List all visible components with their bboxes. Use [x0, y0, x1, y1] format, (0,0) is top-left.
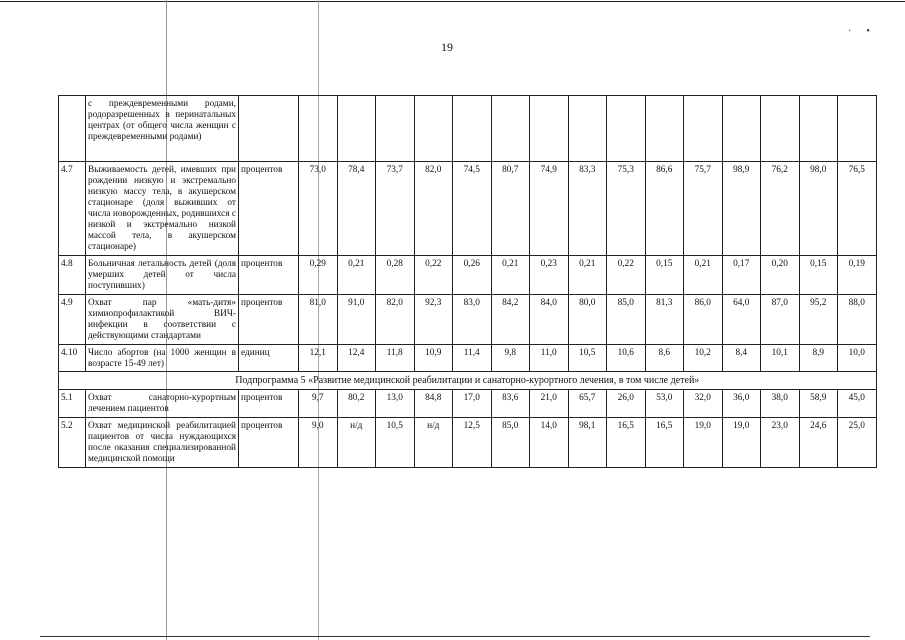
indicator-value: 73,7 — [376, 162, 415, 256]
indicator-name: Охват медицинской реабилитацией пациентов от числа нуждающихся после оказания специализированной медицинской помощи — [86, 418, 239, 468]
indicator-value: 98,1 — [568, 418, 607, 468]
table-row — [59, 344, 877, 372]
indicator-value: н/д — [337, 418, 376, 468]
indicator-value: 81,0 — [299, 294, 338, 344]
indicator-number: 5.1 — [59, 390, 86, 418]
indicator-table — [58, 95, 877, 468]
indicator-value: 0,15 — [799, 255, 838, 294]
indicator-value: 0,17 — [722, 255, 761, 294]
scan-line-top — [0, 1, 905, 2]
indicator-value: 84,2 — [491, 294, 530, 344]
indicator-value: 10,1 — [761, 344, 800, 372]
indicator-value: 26,0 — [607, 390, 646, 418]
indicator-number: 4.8 — [59, 255, 86, 294]
indicator-value — [299, 96, 338, 162]
indicator-unit: процентов — [239, 294, 299, 344]
indicator-value: 0,21 — [684, 255, 723, 294]
table-row — [59, 255, 877, 294]
indicator-number: 4.9 — [59, 294, 86, 344]
indicator-value: 19,0 — [684, 418, 723, 468]
indicator-value: 11,4 — [453, 344, 492, 372]
indicator-value: 24,6 — [799, 418, 838, 468]
indicator-value: 65,7 — [568, 390, 607, 418]
indicator-value — [530, 96, 569, 162]
indicator-value: 10,0 — [838, 344, 877, 372]
indicator-value: 85,0 — [491, 418, 530, 468]
indicator-value: 10,5 — [376, 418, 415, 468]
indicator-value: 0,19 — [838, 255, 877, 294]
indicator-value: 38,0 — [761, 390, 800, 418]
subprogram-title: Подпрограмма 5 «Развитие медицинской реабилитации и санаторно-курортного лечения, в том числе детей» — [59, 372, 877, 390]
indicator-value: 95,2 — [799, 294, 838, 344]
indicator-value: 10,2 — [684, 344, 723, 372]
indicator-value: 91,0 — [337, 294, 376, 344]
indicator-value: 74,5 — [453, 162, 492, 256]
indicator-value: 8,4 — [722, 344, 761, 372]
indicator-name: Выживаемость детей, имевших при рождении низкую и экстремально низкую массу тела, в акушерском стационаре (доля выживших от числа новорожденных, родившихся с низкой и экстремально низкой массой тела, в акушерском стационаре) — [86, 162, 239, 256]
indicator-value: 64,0 — [722, 294, 761, 344]
indicator-value: 10,9 — [414, 344, 453, 372]
indicator-unit: процентов — [239, 418, 299, 468]
indicator-value — [414, 96, 453, 162]
indicator-value: 73,0 — [299, 162, 338, 256]
indicator-value: 10,6 — [607, 344, 646, 372]
indicator-value: 98,0 — [799, 162, 838, 256]
indicator-name: с преждевременными родами, родоразрешенных в перинатальных центрах (от общего числа женщин с преждевременными родами) — [86, 96, 239, 162]
indicator-name: Охват пар «мать-дитя» химиопрофилактикой ВИЧ-инфекции в соответствии с действующими стандартами — [86, 294, 239, 344]
indicator-value: 9,8 — [491, 344, 530, 372]
indicator-value: 36,0 — [722, 390, 761, 418]
indicator-value: 14,0 — [530, 418, 569, 468]
indicator-value: 78,4 — [337, 162, 376, 256]
indicator-value — [761, 96, 800, 162]
subprogram-row — [59, 372, 877, 390]
indicator-name: Охват санаторно-курортным лечением пациентов — [86, 390, 239, 418]
indicator-value: 81,3 — [645, 294, 684, 344]
indicator-value — [684, 96, 723, 162]
indicator-value: 19,0 — [722, 418, 761, 468]
indicator-value: 23,0 — [761, 418, 800, 468]
indicator-number — [59, 96, 86, 162]
indicator-value: 0,22 — [414, 255, 453, 294]
indicator-value: 8,9 — [799, 344, 838, 372]
indicator-unit: процентов — [239, 255, 299, 294]
indicator-value: 0,20 — [761, 255, 800, 294]
page-number: 19 — [441, 40, 453, 54]
indicator-unit: единиц — [239, 344, 299, 372]
indicator-unit: процентов — [239, 390, 299, 418]
table-row — [59, 390, 877, 418]
indicator-value: 85,0 — [607, 294, 646, 344]
indicator-value: 12,1 — [299, 344, 338, 372]
indicator-value — [568, 96, 607, 162]
indicator-value: 17,0 — [453, 390, 492, 418]
indicator-value: 12,4 — [337, 344, 376, 372]
indicator-value: 12,5 — [453, 418, 492, 468]
indicator-value: 16,5 — [645, 418, 684, 468]
indicator-value: 0,23 — [530, 255, 569, 294]
indicator-value: 0,29 — [299, 255, 338, 294]
table-row — [59, 418, 877, 468]
indicator-number: 4.7 — [59, 162, 86, 256]
indicator-value: 88,0 — [838, 294, 877, 344]
indicator-unit — [239, 96, 299, 162]
indicator-value: 16,5 — [607, 418, 646, 468]
indicator-value — [645, 96, 684, 162]
indicator-value — [453, 96, 492, 162]
indicator-value: 83,0 — [453, 294, 492, 344]
indicator-value: 45,0 — [838, 390, 877, 418]
indicator-value: 80,7 — [491, 162, 530, 256]
indicator-value: 84,8 — [414, 390, 453, 418]
indicator-value — [607, 96, 646, 162]
indicator-value: 8,6 — [645, 344, 684, 372]
indicator-name: Число абортов (на 1000 женщин в возрасте 15-49 лет) — [86, 344, 239, 372]
indicator-value: 80,2 — [337, 390, 376, 418]
indicator-value: 74,9 — [530, 162, 569, 256]
indicator-value — [337, 96, 376, 162]
table-row — [59, 96, 877, 162]
indicator-number: 4.10 — [59, 344, 86, 372]
indicator-value: 75,3 — [607, 162, 646, 256]
indicator-value: 13,0 — [376, 390, 415, 418]
indicator-value: 86,0 — [684, 294, 723, 344]
indicator-value: 21,0 — [530, 390, 569, 418]
scan-speck: · • — [848, 26, 870, 37]
indicator-value: 0,22 — [607, 255, 646, 294]
indicator-value: 10,5 — [568, 344, 607, 372]
indicator-value: 76,5 — [838, 162, 877, 256]
indicator-value: 92,3 — [414, 294, 453, 344]
indicator-value: 76,2 — [761, 162, 800, 256]
indicator-value: 0,21 — [491, 255, 530, 294]
indicator-value: 0,26 — [453, 255, 492, 294]
indicator-value: 0,15 — [645, 255, 684, 294]
indicator-value: 0,21 — [568, 255, 607, 294]
indicator-value: 80,0 — [568, 294, 607, 344]
indicator-value — [838, 96, 877, 162]
indicator-value — [491, 96, 530, 162]
indicator-value: 98,9 — [722, 162, 761, 256]
indicator-value — [376, 96, 415, 162]
indicator-value: 11,8 — [376, 344, 415, 372]
table-row — [59, 162, 877, 256]
indicator-value: 53,0 — [645, 390, 684, 418]
indicator-value: 83,6 — [491, 390, 530, 418]
indicator-value: 75,7 — [684, 162, 723, 256]
indicator-value: 82,0 — [414, 162, 453, 256]
table-row — [59, 294, 877, 344]
indicator-value: 9,7 — [299, 390, 338, 418]
indicator-unit: процентов — [239, 162, 299, 256]
indicator-value: н/д — [414, 418, 453, 468]
indicator-name: Больничная летальность детей (доля умерших детей от числа поступивших) — [86, 255, 239, 294]
indicator-number: 5.2 — [59, 418, 86, 468]
indicator-value — [722, 96, 761, 162]
indicator-value: 9,0 — [299, 418, 338, 468]
indicator-value: 25,0 — [838, 418, 877, 468]
indicator-value — [799, 96, 838, 162]
indicator-value: 82,0 — [376, 294, 415, 344]
indicator-value: 84,0 — [530, 294, 569, 344]
indicator-value: 11,0 — [530, 344, 569, 372]
indicator-value: 32,0 — [684, 390, 723, 418]
indicator-value: 58,9 — [799, 390, 838, 418]
indicator-value: 86,6 — [645, 162, 684, 256]
scan-line-bottom — [40, 636, 870, 637]
indicator-value: 83,3 — [568, 162, 607, 256]
indicator-value: 0,28 — [376, 255, 415, 294]
indicator-value: 87,0 — [761, 294, 800, 344]
indicator-value: 0,21 — [337, 255, 376, 294]
